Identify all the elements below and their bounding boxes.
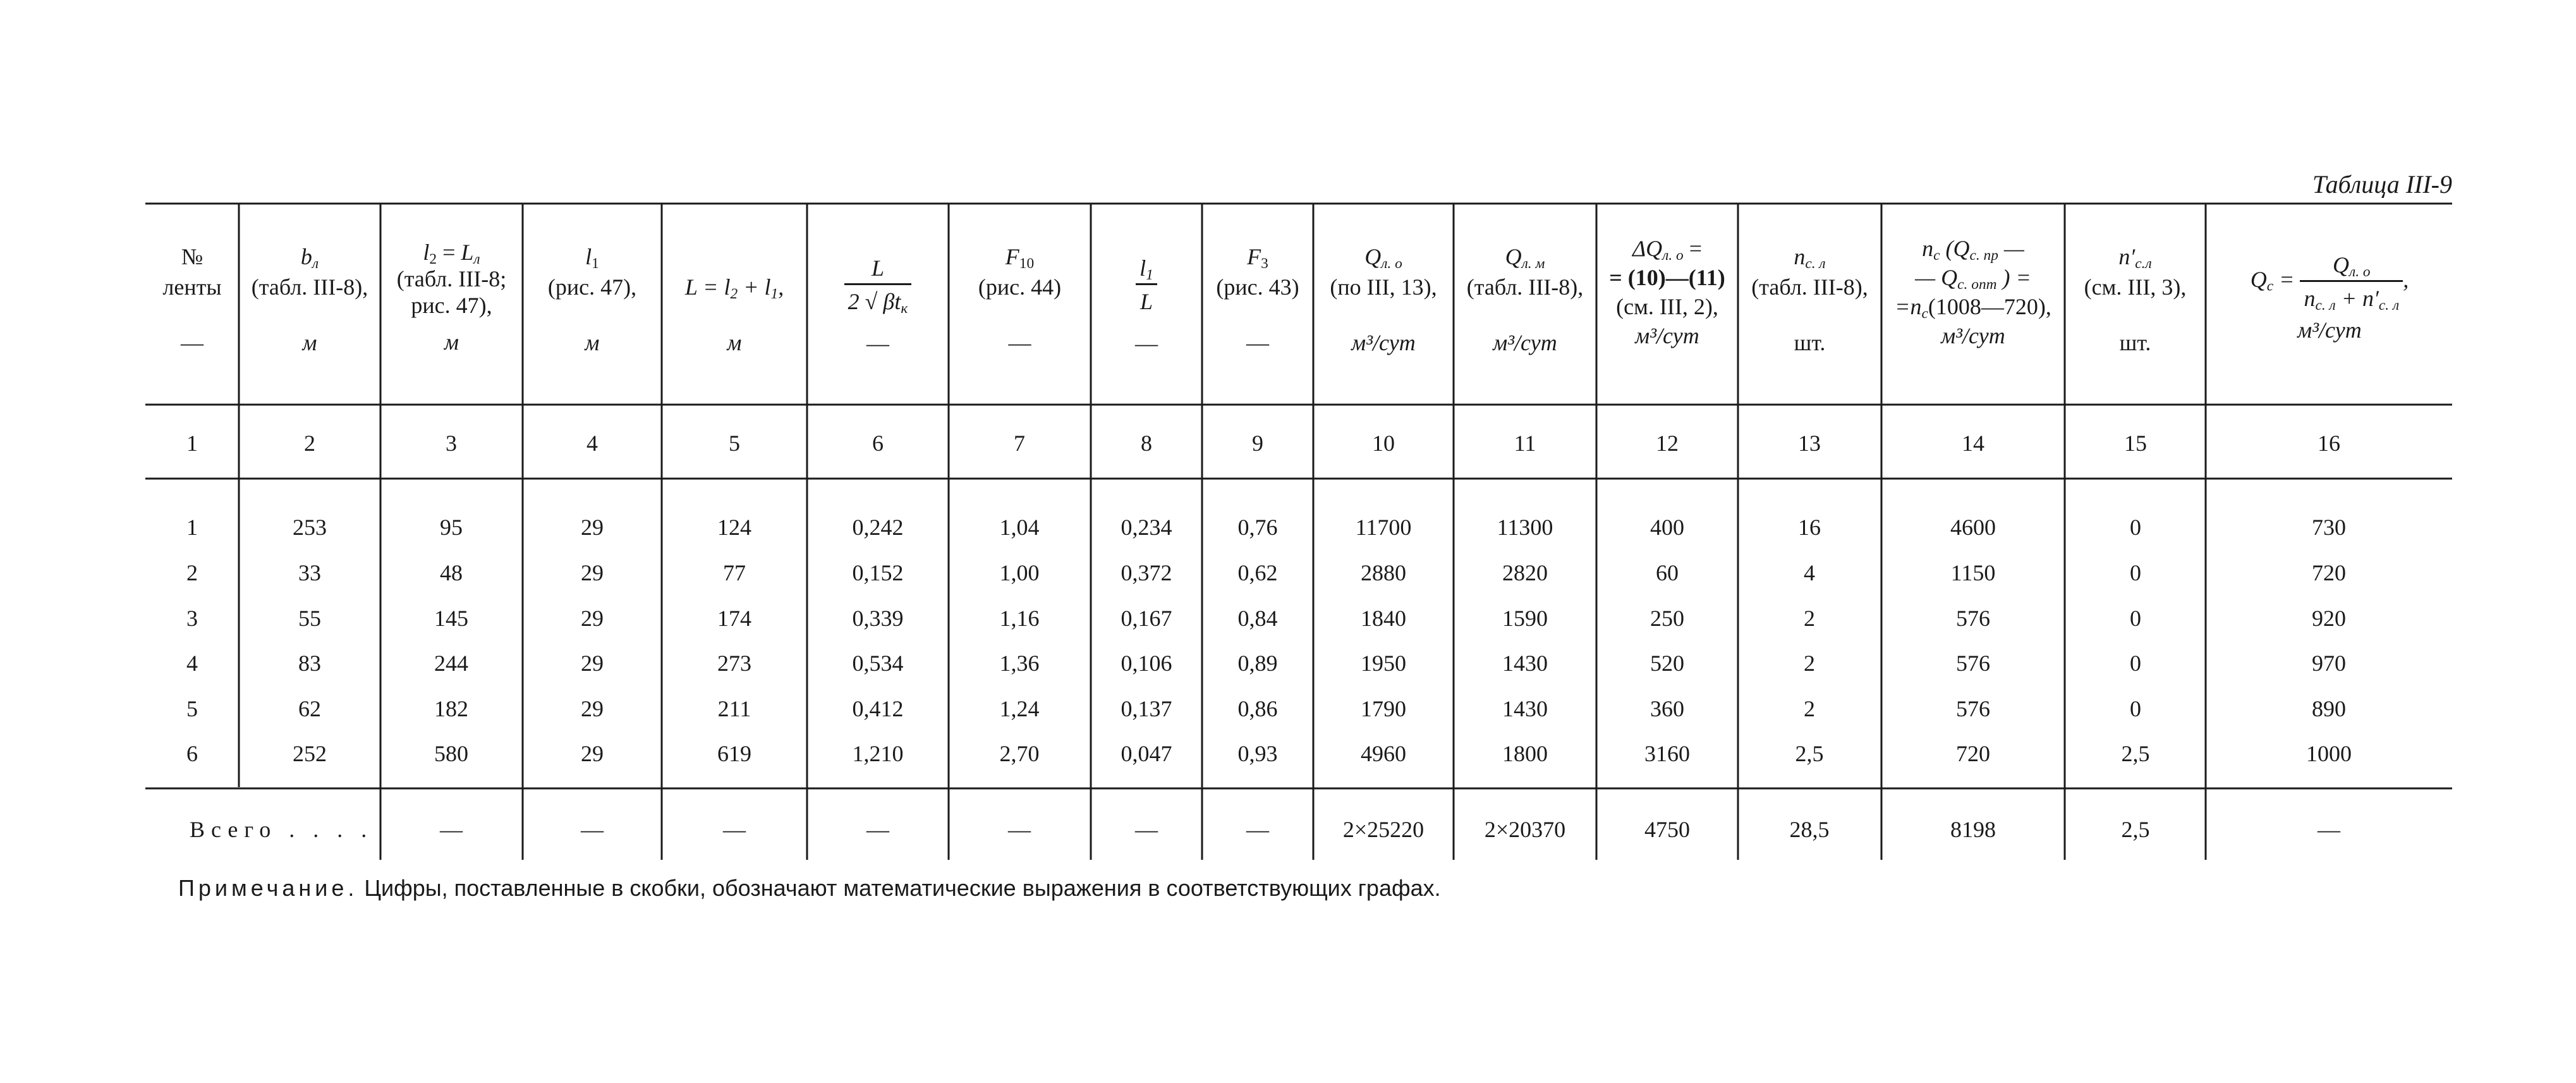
- row-6-col-3: 580: [434, 741, 468, 766]
- row-4-col-14: 576: [1956, 651, 1990, 676]
- header-n-prime: [2066, 242, 2204, 358]
- row-4-col-10: 1950: [1361, 651, 1406, 676]
- header-delta-q-formula: = (10)—(11): [1609, 265, 1725, 290]
- header-q-lm-source: (табл. III-8),: [1466, 274, 1584, 300]
- note-text: Цифры, поставленные в скобки, обозначают математические выражения в соответствующих графах.: [358, 875, 1441, 901]
- header-n-c-q: (Q: [1940, 236, 1970, 261]
- header-n-sl-source: (табл. III-8),: [1751, 274, 1868, 300]
- header-b-l: [240, 242, 379, 358]
- row-2-col-2: 33: [298, 560, 321, 585]
- header-b-l-sub: л: [312, 255, 319, 272]
- row-4-col-5: 273: [717, 651, 751, 676]
- row-2-col-5: 77: [723, 560, 746, 585]
- header-n-c-formula: [1883, 234, 2063, 350]
- header-q-c-sub: с: [2266, 278, 2274, 295]
- row-3-col-10: 1840: [1361, 606, 1406, 631]
- row-5-col-14: 576: [1956, 696, 1990, 721]
- row-6-col-7: 2,70: [999, 741, 1040, 766]
- row-5-col-1: 5: [186, 696, 198, 721]
- row-1-col-10: 11700: [1355, 515, 1412, 540]
- row-6-col-2: 252: [293, 741, 327, 766]
- header-delta-q-symbol: ΔQ: [1632, 236, 1663, 261]
- row-4-col-12: 520: [1650, 651, 1684, 676]
- row-5-col-8: 0,137: [1121, 696, 1172, 721]
- header-l2-source-2: рис. 47),: [411, 293, 492, 318]
- row-1-col-12: 400: [1650, 515, 1684, 540]
- row-2-col-4: 29: [581, 560, 604, 585]
- row-1-col-2: 253: [293, 515, 327, 540]
- header-q-c-symbol: Q: [2250, 266, 2267, 292]
- row-5-col-9: 0,86: [1237, 696, 1278, 721]
- header-n-c-symbol: n: [1922, 236, 1934, 261]
- header-l1-symbol: l: [585, 244, 592, 269]
- row-1-col-7: 1,04: [999, 515, 1040, 540]
- header-l1-over-l-numerator: l: [1139, 255, 1146, 281]
- header-delta-q: [1598, 234, 1737, 350]
- header-q-c-den-n-sub: с. л: [2315, 297, 2336, 314]
- total-col-13: 28,5: [1789, 817, 1830, 842]
- row-3-col-14: 576: [1956, 606, 1990, 631]
- header-l1-over-l: [1092, 253, 1201, 358]
- header-n-c-q-opt: — Q: [1915, 265, 1958, 290]
- total-col-3: —: [440, 817, 463, 842]
- row-5-col-11: 1430: [1502, 696, 1548, 721]
- header-l1-unit: м: [585, 330, 600, 355]
- header-no-unit: —: [181, 330, 204, 355]
- row-6-col-1: 6: [186, 741, 198, 766]
- total-col-16: —: [2318, 817, 2340, 842]
- header-l2-eq: =: [437, 240, 461, 265]
- header-ratio-unit: —: [866, 331, 889, 356]
- header-q-c-numerator-sub: л. о: [2349, 263, 2371, 280]
- column-number-2: 2: [304, 431, 315, 456]
- row-1-col-13: 16: [1798, 515, 1821, 540]
- column-number-1: 1: [186, 431, 198, 456]
- row-2-col-1: 2: [186, 560, 198, 585]
- row-3-col-13: 2: [1804, 606, 1815, 631]
- header-l-sum-plus: + l: [738, 274, 771, 300]
- column-number-5: 5: [729, 431, 740, 456]
- header-no-symbol: №: [181, 244, 204, 269]
- header-l2-symbol: l: [423, 240, 430, 265]
- header-l1-over-l-denominator: L: [1136, 283, 1157, 317]
- row-3-col-3: 145: [434, 606, 468, 631]
- row-6-col-13: 2,5: [1795, 741, 1824, 766]
- table-title: Таблица III-9: [2312, 170, 2452, 199]
- header-n-c-eq-n-sub: с: [1921, 305, 1928, 322]
- header-n-sl-symbol: n: [1794, 244, 1806, 269]
- row-6-col-11: 1800: [1502, 741, 1548, 766]
- row-5-col-16: 890: [2312, 696, 2346, 721]
- header-l2: [382, 239, 521, 355]
- row-5-col-12: 360: [1650, 696, 1684, 721]
- header-q-lo: [1315, 242, 1452, 358]
- row-4-col-16: 970: [2312, 651, 2346, 676]
- total-col-6: —: [866, 817, 889, 842]
- row-5-col-15: 0: [2130, 696, 2141, 721]
- row-5-col-4: 29: [581, 696, 604, 721]
- row-6-col-9: 0,93: [1237, 741, 1278, 766]
- header-q-lo-source: (по III, 13),: [1330, 274, 1437, 300]
- header-l-sum-expr: L = l: [684, 274, 731, 300]
- header-ratio-numerator: L: [871, 255, 885, 281]
- header-n-c-values: (1008—720),: [1928, 294, 2051, 319]
- header-n-c-sub: с: [1933, 247, 1940, 264]
- total-col-10: 2×25220: [1342, 817, 1425, 842]
- header-n-sl-sub: с. л: [1805, 255, 1826, 272]
- row-2-col-8: 0,372: [1121, 560, 1172, 585]
- row-2-col-16: 720: [2312, 560, 2346, 585]
- row-4-col-6: 0,534: [852, 651, 904, 676]
- header-delta-q-unit: м³/сут: [1635, 323, 1699, 348]
- header-n-prime-source: (см. III, 3),: [2084, 274, 2187, 300]
- row-3-col-12: 250: [1650, 606, 1684, 631]
- row-6-col-6: 1,210: [852, 741, 904, 766]
- row-3-col-4: 29: [581, 606, 604, 631]
- row-5-col-10: 1790: [1361, 696, 1406, 721]
- header-n-c-unit: м³/сут: [1941, 323, 2005, 348]
- header-n-c-q-opt-sub: с. опт: [1957, 276, 1997, 293]
- header-f10-unit: —: [1008, 330, 1031, 355]
- header-q-lm-sub: л. м: [1521, 255, 1545, 272]
- header-q-c-unit: м³/сут: [2297, 317, 2362, 343]
- row-1-col-9: 0,76: [1237, 515, 1278, 540]
- header-l2-symbol-b: L: [461, 240, 474, 265]
- row-2-col-6: 0,152: [852, 560, 904, 585]
- total-col-12: 4750: [1644, 817, 1690, 842]
- header-q-c-numerator: Q: [2333, 252, 2350, 278]
- row-5-col-7: 1,24: [999, 696, 1040, 721]
- header-l1-over-l-unit: —: [1135, 331, 1158, 356]
- row-6-col-4: 29: [581, 741, 604, 766]
- row-6-col-15: 2,5: [2121, 741, 2150, 766]
- total-col-14: 8198: [1950, 817, 1996, 842]
- column-number-13: 13: [1798, 431, 1821, 456]
- row-1-col-16: 730: [2312, 515, 2346, 540]
- row-5-col-5: 211: [717, 696, 751, 721]
- note-lead: Примечание.: [178, 875, 358, 901]
- header-q-lm: [1455, 242, 1595, 358]
- row-4-col-1: 4: [186, 651, 198, 676]
- header-q-lm-symbol: Q: [1505, 244, 1522, 269]
- row-1-col-4: 29: [581, 515, 604, 540]
- header-delta-q-sub: л. о: [1662, 247, 1684, 264]
- row-3-col-15: 0: [2130, 606, 2141, 631]
- column-number-14: 14: [1962, 431, 1984, 456]
- row-6-col-14: 720: [1956, 741, 1990, 766]
- header-n-c-eq: ) =: [1996, 265, 2031, 290]
- total-col-7: —: [1008, 817, 1031, 842]
- column-number-16: 16: [2318, 431, 2340, 456]
- header-l1-over-l-numerator-sub: 1: [1146, 266, 1153, 283]
- row-4-col-15: 0: [2130, 651, 2141, 676]
- header-l-sum: [663, 272, 806, 358]
- row-4-col-7: 1,36: [999, 651, 1040, 676]
- total-col-5: —: [723, 817, 746, 842]
- row-4-col-13: 2: [1804, 651, 1815, 676]
- row-3-col-16: 920: [2312, 606, 2346, 631]
- column-number-15: 15: [2124, 431, 2147, 456]
- header-l-sum-unit: м: [727, 330, 742, 355]
- header-q-c-den-n: n: [2304, 286, 2316, 311]
- row-5-col-13: 2: [1804, 696, 1815, 721]
- row-4-col-11: 1430: [1502, 651, 1548, 676]
- header-l-sum-sub-b: 1: [770, 285, 779, 302]
- row-2-col-9: 0,62: [1237, 560, 1278, 585]
- header-n-sl: [1739, 242, 1880, 358]
- header-f10-source: (рис. 44): [978, 274, 1062, 300]
- row-1-col-8: 0,234: [1121, 515, 1172, 540]
- row-2-col-11: 2820: [1502, 560, 1548, 585]
- header-ratio-denominator-sub: к: [901, 300, 908, 317]
- column-number-7: 7: [1014, 431, 1025, 456]
- header-f3-sub: 3: [1261, 255, 1268, 272]
- row-2-col-15: 0: [2130, 560, 2141, 585]
- column-number-9: 9: [1252, 431, 1263, 456]
- row-4-col-8: 0,106: [1121, 651, 1172, 676]
- header-f3-symbol: F: [1247, 244, 1261, 269]
- row-4-col-3: 244: [434, 651, 468, 676]
- header-n-c-q-sub: с. пр: [1969, 247, 1998, 264]
- header-b-l-symbol: b: [300, 244, 312, 269]
- row-5-col-6: 0,412: [852, 696, 904, 721]
- row-1-col-11: 11300: [1497, 515, 1553, 540]
- column-number-4: 4: [586, 431, 598, 456]
- row-1-col-1: 1: [186, 515, 198, 540]
- total-col-8: —: [1135, 817, 1158, 842]
- total-col-4: —: [581, 817, 604, 842]
- header-n-c-eq-n: =n: [1895, 294, 1922, 319]
- header-l1-source: (рис. 47),: [547, 274, 637, 300]
- header-b-l-unit: м: [302, 330, 317, 355]
- header-q-lo-unit: м³/сут: [1351, 330, 1416, 355]
- header-l-sum-tail: ,: [778, 274, 784, 300]
- header-n-prime-unit: шт.: [2119, 330, 2151, 355]
- header-n-prime-symbol: n′: [2118, 244, 2136, 269]
- header-q-c-den-plus: + n′: [2335, 286, 2379, 311]
- row-2-col-14: 1150: [1950, 560, 1996, 585]
- row-4-col-9: 0,89: [1237, 651, 1278, 676]
- row-1-col-6: 0,242: [852, 515, 904, 540]
- column-number-8: 8: [1141, 431, 1152, 456]
- total-col-9: —: [1246, 817, 1269, 842]
- header-f10: [950, 242, 1090, 358]
- column-number-6: 6: [872, 431, 884, 456]
- header-f10-sub: 10: [1019, 255, 1035, 272]
- header-l2-unit: м: [444, 329, 459, 355]
- header-f3-source: (рис. 43): [1216, 274, 1299, 300]
- row-3-col-9: 0,84: [1237, 606, 1278, 631]
- row-3-col-8: 0,167: [1121, 606, 1172, 631]
- header-f3-unit: —: [1246, 330, 1269, 355]
- row-5-col-2: 62: [298, 696, 321, 721]
- header-delta-q-source: (см. III, 2),: [1616, 294, 1718, 319]
- header-l1-sub: 1: [592, 255, 599, 272]
- row-3-col-1: 3: [186, 606, 198, 631]
- row-2-col-10: 2880: [1361, 560, 1406, 585]
- row-6-col-16: 1000: [2306, 741, 2352, 766]
- row-1-col-3: 95: [440, 515, 463, 540]
- column-number-11: 11: [1514, 431, 1536, 456]
- header-q-lo-sub: л. о: [1381, 255, 1402, 272]
- row-3-col-2: 55: [298, 606, 321, 631]
- row-2-col-13: 4: [1804, 560, 1815, 585]
- header-delta-q-eq: =: [1683, 236, 1703, 261]
- row-6-col-8: 0,047: [1121, 741, 1172, 766]
- header-l2-source: (табл. III-8;: [396, 266, 507, 291]
- header-ratio-denominator: 2 √ βt: [848, 289, 901, 314]
- row-6-col-10: 4960: [1361, 741, 1406, 766]
- header-q-c-eq: =: [2273, 266, 2300, 292]
- row-1-col-14: 4600: [1950, 515, 1996, 540]
- row-2-col-3: 48: [440, 560, 463, 585]
- header-ratio: [808, 253, 947, 358]
- header-q-lo-symbol: Q: [1364, 244, 1382, 269]
- row-6-col-12: 3160: [1644, 741, 1690, 766]
- header-b-l-source: (табл. III-8),: [251, 274, 368, 300]
- row-6-col-5: 619: [717, 741, 751, 766]
- row-1-col-15: 0: [2130, 515, 2141, 540]
- row-3-col-7: 1,16: [999, 606, 1040, 631]
- column-number-3: 3: [446, 431, 457, 456]
- total-label: Всего . . . .: [190, 817, 374, 842]
- header-q-c-tail: ,: [2403, 266, 2409, 292]
- header-no: [147, 242, 238, 358]
- table-note: [178, 875, 1441, 902]
- column-number-10: 10: [1372, 431, 1395, 456]
- row-5-col-3: 182: [434, 696, 468, 721]
- header-n-c-dash: —: [1998, 236, 2024, 261]
- row-4-col-2: 83: [298, 651, 321, 676]
- row-2-col-12: 60: [1656, 560, 1679, 585]
- row-3-col-11: 1590: [1502, 606, 1548, 631]
- header-q-lm-unit: м³/сут: [1493, 330, 1557, 355]
- header-f10-symbol: F: [1005, 244, 1019, 269]
- row-2-col-7: 1,00: [999, 560, 1040, 585]
- header-q-c-den-n2-sub: с. л: [2378, 297, 2400, 314]
- header-l2-sub-b: л: [473, 250, 480, 267]
- row-4-col-4: 29: [581, 651, 604, 676]
- header-l-sum-sub-a: 2: [730, 285, 738, 302]
- header-no-label: ленты: [162, 274, 222, 300]
- header-n-sl-unit: шт.: [1794, 330, 1826, 355]
- row-3-col-5: 174: [717, 606, 751, 631]
- header-q-c: [2207, 250, 2452, 345]
- row-1-col-5: 124: [717, 515, 751, 540]
- total-col-11: 2×20370: [1484, 817, 1566, 842]
- total-col-15: 2,5: [2121, 817, 2150, 842]
- header-f3: [1203, 242, 1312, 358]
- column-number-12: 12: [1656, 431, 1679, 456]
- row-3-col-6: 0,339: [852, 606, 904, 631]
- header-n-prime-sub: с.л: [2135, 255, 2152, 272]
- header-l1: [524, 242, 660, 358]
- header-l2-sub: 2: [429, 250, 437, 267]
